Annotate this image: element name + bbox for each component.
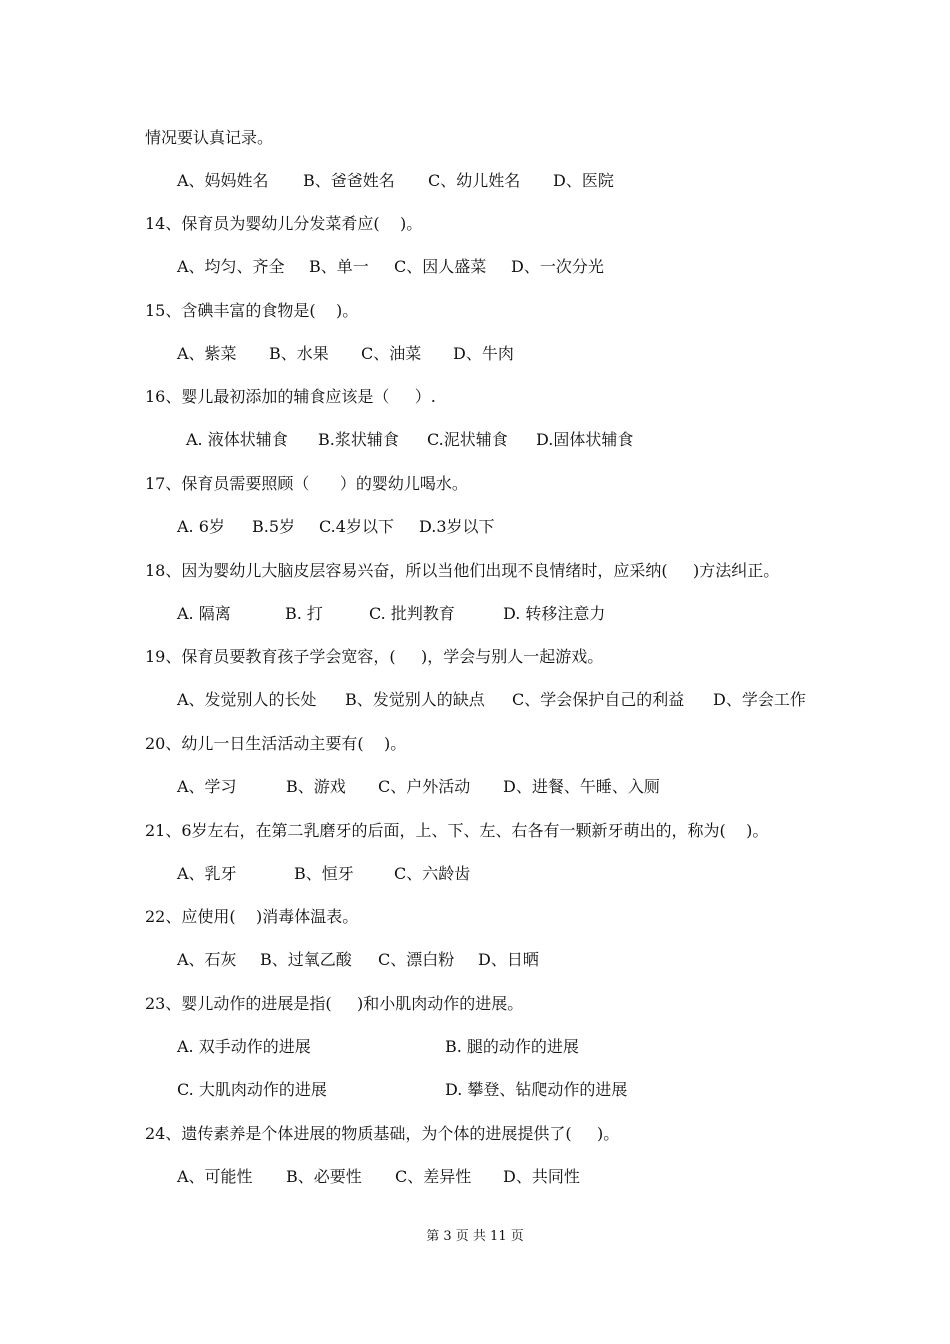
q23-option-b: B. 腿的动作的进展 [445, 1037, 579, 1056]
q16-option-c: C.泥状辅食 [427, 430, 508, 449]
question-14-stem: 14、保育员为婴幼儿分发菜肴应( )。 [145, 214, 423, 233]
q20-option-b: B、游戏 [286, 777, 346, 796]
q24-option-d: D、共同性 [503, 1167, 580, 1186]
q21-option-a: A、乳牙 [177, 864, 237, 883]
q17-option-a: A. 6岁 [177, 517, 225, 536]
q18-option-d: D. 转移注意力 [503, 604, 606, 623]
q15-option-c: C、油菜 [361, 344, 422, 363]
question-21-stem: 21、6岁左右，在第二乳磨牙的后面，上、下、左、右各有一颗新牙萌出的，称为( )。 [145, 821, 769, 840]
q19-option-d: D、学会工作 [713, 690, 806, 709]
q20-option-a: A、学习 [177, 777, 237, 796]
q20-option-c: C、户外活动 [378, 777, 471, 796]
q24-option-b: B、必要性 [286, 1167, 362, 1186]
q15-option-a: A、紫菜 [177, 344, 237, 363]
question-15-stem: 15、含碘丰富的食物是( )。 [145, 301, 359, 320]
q16-option-d: D.固体状辅食 [536, 430, 634, 449]
q23-option-a: A. 双手动作的进展 [177, 1037, 311, 1056]
q18-option-b: B. 打 [285, 604, 323, 623]
q19-option-b: B、发觉别人的缺点 [345, 690, 485, 709]
q14-option-a: A、均匀、齐全 [177, 257, 285, 276]
q24-option-a: A、可能性 [177, 1167, 253, 1186]
q22-option-c: C、漂白粉 [378, 950, 455, 969]
q17-option-c: C.4岁以下 [319, 517, 394, 536]
q19-option-c: C、学会保护自己的利益 [512, 690, 685, 709]
q16-option-a: A. 液体状辅食 [186, 430, 288, 449]
q19-option-a: A、发觉别人的长处 [177, 690, 317, 709]
q22-option-a: A、石灰 [177, 950, 237, 969]
q15-option-b: B、水果 [269, 344, 329, 363]
intro-text: 情况要认真记录。 [145, 128, 274, 147]
page-number-footer: 第 3 页 共 11 页 [426, 1229, 524, 1244]
q13-option-c: C、幼儿姓名 [428, 171, 521, 190]
question-16-stem: 16、婴儿最初添加的辅食应该是（ ）. [145, 387, 436, 406]
q21-option-c: C、六龄齿 [394, 864, 471, 883]
q13-option-d: D、医院 [553, 171, 614, 190]
q18-option-c: C. 批判教育 [369, 604, 455, 623]
q13-option-a: A、妈妈姓名 [177, 171, 269, 190]
q24-option-c: C、差异性 [395, 1167, 472, 1186]
q13-option-b: B、爸爸姓名 [303, 171, 395, 190]
q20-option-d: D、进餐、午睡、入厕 [503, 777, 660, 796]
question-20-stem: 20、幼儿一日生活活动主要有( )。 [145, 734, 407, 753]
q21-option-b: B、恒牙 [294, 864, 354, 883]
q17-option-d: D.3岁以下 [419, 517, 495, 536]
q17-option-b: B.5岁 [252, 517, 296, 536]
question-17-stem: 17、保育员需要照顾（ ）的婴幼儿喝水。 [145, 474, 468, 493]
q23-option-c: C. 大肌肉动作的进展 [177, 1080, 327, 1099]
q22-option-b: B、过氧乙酸 [260, 950, 352, 969]
q14-option-c: C、因人盛菜 [394, 257, 487, 276]
question-18-stem: 18、因为婴幼儿大脑皮层容易兴奋，所以当他们出现不良情绪时，应采纳( )方法纠正。 [145, 561, 780, 580]
q15-option-d: D、牛肉 [453, 344, 514, 363]
q16-option-b: B.浆状辅食 [318, 430, 399, 449]
q22-option-d: D、日晒 [478, 950, 539, 969]
q14-option-d: D、一次分光 [511, 257, 604, 276]
question-22-stem: 22、应使用( )消毒体温表。 [145, 907, 359, 926]
q18-option-a: A. 隔离 [177, 604, 231, 623]
question-19-stem: 19、保育员要教育孩子学会宽容，( )，学会与别人一起游戏。 [145, 647, 604, 666]
q23-option-d: D. 攀登、钻爬动作的进展 [445, 1080, 628, 1099]
question-23-stem: 23、婴儿动作的进展是指( )和小肌肉动作的进展。 [145, 994, 524, 1013]
q14-option-b: B、单一 [309, 257, 369, 276]
question-24-stem: 24、遗传素养是个体进展的物质基础，为个体的进展提供了( )。 [145, 1124, 620, 1143]
